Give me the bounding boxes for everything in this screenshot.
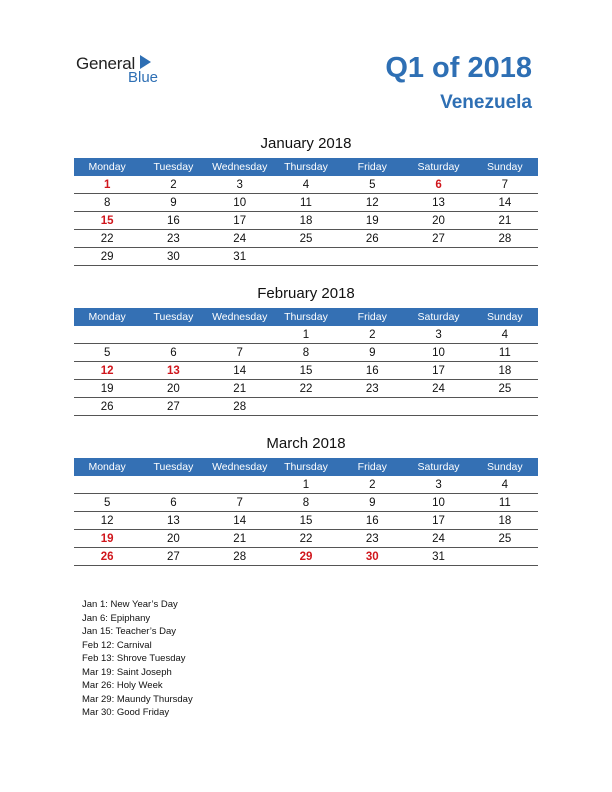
day-cell: 4 — [472, 326, 538, 344]
week-row — [74, 194, 538, 212]
weekday-header: Tuesday — [140, 158, 206, 176]
month-grid — [74, 308, 538, 416]
day-cell: 4 — [472, 476, 538, 494]
day-cell: 13 — [140, 512, 206, 530]
empty-day-cell — [472, 548, 538, 566]
day-cell: 8 — [273, 344, 339, 362]
day-cell: 26 — [74, 548, 140, 566]
empty-day-cell — [74, 326, 140, 344]
day-cell: 6 — [140, 494, 206, 512]
day-cell: 11 — [472, 344, 538, 362]
holiday-item: Mar 29: Maundy Thursday — [82, 693, 193, 705]
day-cell: 6 — [405, 176, 471, 194]
day-cell: 26 — [74, 398, 140, 416]
holiday-item: Feb 12: Carnival — [82, 639, 152, 651]
day-cell: 28 — [472, 230, 538, 248]
week-row — [74, 398, 538, 416]
weekday-header: Monday — [74, 458, 140, 476]
day-cell: 3 — [207, 176, 273, 194]
empty-day-cell — [207, 476, 273, 494]
week-row — [74, 176, 538, 194]
empty-day-cell — [339, 248, 405, 266]
week-row — [74, 476, 538, 494]
weekday-header: Monday — [74, 158, 140, 176]
week-row — [74, 530, 538, 548]
day-cell: 19 — [339, 212, 405, 230]
day-cell: 9 — [339, 344, 405, 362]
holiday-item: Jan 1: New Year’s Day — [82, 599, 178, 610]
day-cell: 22 — [273, 530, 339, 548]
empty-day-cell — [140, 326, 206, 344]
day-cell: 30 — [339, 548, 405, 566]
day-cell: 25 — [273, 230, 339, 248]
day-cell: 24 — [207, 230, 273, 248]
day-cell: 18 — [472, 362, 538, 380]
brand-logo — [76, 52, 176, 88]
day-cell: 21 — [207, 380, 273, 398]
week-row — [74, 512, 538, 530]
day-cell: 27 — [140, 548, 206, 566]
month-title: March 2018 — [266, 435, 346, 452]
weekday-header: Tuesday — [140, 458, 206, 476]
month-calendar — [74, 286, 538, 416]
day-cell: 10 — [207, 194, 273, 212]
day-cell: 10 — [405, 344, 471, 362]
day-cell: 15 — [273, 512, 339, 530]
country-title: Venezuela — [440, 92, 532, 113]
weekday-header: Monday — [74, 308, 140, 326]
day-cell: 1 — [273, 326, 339, 344]
holiday-item: Mar 19: Saint Joseph — [82, 666, 172, 678]
day-cell: 21 — [472, 212, 538, 230]
day-cell: 5 — [74, 494, 140, 512]
month-grid — [74, 158, 538, 266]
empty-day-cell — [273, 398, 339, 416]
day-cell: 19 — [74, 380, 140, 398]
empty-day-cell — [405, 398, 471, 416]
day-cell: 30 — [140, 248, 206, 266]
weekday-header: Wednesday — [207, 158, 273, 176]
week-row — [74, 212, 538, 230]
day-cell: 24 — [405, 530, 471, 548]
empty-day-cell — [207, 326, 273, 344]
month-title: February 2018 — [257, 285, 355, 302]
day-cell: 3 — [405, 326, 471, 344]
day-cell: 23 — [339, 380, 405, 398]
day-cell: 25 — [472, 380, 538, 398]
month-title: January 2018 — [260, 135, 352, 152]
empty-day-cell — [405, 248, 471, 266]
weekday-header: Thursday — [273, 158, 339, 176]
week-row — [74, 494, 538, 512]
day-cell: 10 — [405, 494, 471, 512]
day-cell: 24 — [405, 380, 471, 398]
week-row — [74, 344, 538, 362]
month-calendar — [74, 136, 538, 266]
day-cell: 31 — [405, 548, 471, 566]
day-cell: 21 — [207, 530, 273, 548]
day-cell: 20 — [405, 212, 471, 230]
day-cell: 13 — [405, 194, 471, 212]
weekday-header: Sunday — [472, 458, 538, 476]
holiday-item: Feb 13: Shrove Tuesday — [82, 653, 186, 664]
month-calendar — [74, 436, 538, 566]
day-cell: 16 — [140, 212, 206, 230]
week-row — [74, 380, 538, 398]
day-cell: 22 — [74, 230, 140, 248]
empty-day-cell — [140, 476, 206, 494]
empty-day-cell — [74, 476, 140, 494]
day-cell: 7 — [207, 494, 273, 512]
week-row — [74, 362, 538, 380]
day-cell: 14 — [207, 512, 273, 530]
day-cell: 29 — [273, 548, 339, 566]
day-cell: 1 — [273, 476, 339, 494]
holiday-item: Mar 30: Good Friday — [82, 707, 170, 718]
day-cell: 23 — [140, 230, 206, 248]
weekday-header: Saturday — [405, 458, 471, 476]
week-row — [74, 230, 538, 248]
weekday-header: Wednesday — [207, 458, 273, 476]
weekday-header: Wednesday — [207, 308, 273, 326]
empty-day-cell — [472, 398, 538, 416]
holiday-item: Jan 6: Epiphany — [82, 612, 151, 624]
day-cell: 8 — [273, 494, 339, 512]
day-cell: 11 — [273, 194, 339, 212]
day-cell: 3 — [405, 476, 471, 494]
day-cell: 6 — [140, 344, 206, 362]
day-cell: 13 — [140, 362, 206, 380]
day-cell: 18 — [472, 512, 538, 530]
day-cell: 5 — [339, 176, 405, 194]
week-row — [74, 326, 538, 344]
day-cell: 11 — [472, 494, 538, 512]
day-cell: 2 — [140, 176, 206, 194]
day-cell: 20 — [140, 380, 206, 398]
logo-text-blue: Blue — [128, 69, 159, 86]
day-cell: 27 — [405, 230, 471, 248]
logo-flag-icon — [140, 55, 151, 69]
week-row — [74, 548, 538, 566]
day-cell: 25 — [472, 530, 538, 548]
logo-text-general: General — [76, 54, 136, 73]
day-cell: 14 — [207, 362, 273, 380]
day-cell: 12 — [74, 512, 140, 530]
weekday-header: Tuesday — [140, 308, 206, 326]
day-cell: 12 — [74, 362, 140, 380]
day-cell: 27 — [140, 398, 206, 416]
day-cell: 26 — [339, 230, 405, 248]
weekday-header: Saturday — [405, 308, 471, 326]
day-cell: 16 — [339, 362, 405, 380]
day-cell: 2 — [339, 476, 405, 494]
day-cell: 31 — [207, 248, 273, 266]
day-cell: 12 — [339, 194, 405, 212]
day-cell: 7 — [472, 176, 538, 194]
page-title: Q1 of 2018 — [385, 52, 532, 84]
weekday-header: Saturday — [405, 158, 471, 176]
empty-day-cell — [339, 398, 405, 416]
empty-day-cell — [472, 248, 538, 266]
day-cell: 1 — [74, 176, 140, 194]
month-grid — [74, 458, 538, 566]
day-cell: 15 — [74, 212, 140, 230]
weekday-header: Thursday — [273, 458, 339, 476]
day-cell: 2 — [339, 326, 405, 344]
day-cell: 29 — [74, 248, 140, 266]
day-cell: 8 — [74, 194, 140, 212]
week-row — [74, 248, 538, 266]
weekday-header: Thursday — [273, 308, 339, 326]
holiday-item: Jan 15: Teacher’s Day — [82, 626, 177, 637]
day-cell: 20 — [140, 530, 206, 548]
day-cell: 18 — [273, 212, 339, 230]
weekday-header: Friday — [339, 158, 405, 176]
day-cell: 19 — [74, 530, 140, 548]
holiday-item: Mar 26: Holy Week — [82, 680, 163, 691]
weekday-header: Friday — [339, 308, 405, 326]
day-cell: 5 — [74, 344, 140, 362]
day-cell: 4 — [273, 176, 339, 194]
day-cell: 23 — [339, 530, 405, 548]
day-cell: 14 — [472, 194, 538, 212]
day-cell: 22 — [273, 380, 339, 398]
day-cell: 9 — [140, 194, 206, 212]
day-cell: 17 — [405, 512, 471, 530]
day-cell: 17 — [405, 362, 471, 380]
day-cell: 28 — [207, 398, 273, 416]
day-cell: 28 — [207, 548, 273, 566]
empty-day-cell — [273, 248, 339, 266]
holiday-list — [82, 598, 193, 720]
weekday-header: Sunday — [472, 158, 538, 176]
day-cell: 7 — [207, 344, 273, 362]
day-cell: 16 — [339, 512, 405, 530]
weekday-header: Friday — [339, 458, 405, 476]
weekday-header: Sunday — [472, 308, 538, 326]
day-cell: 15 — [273, 362, 339, 380]
day-cell: 17 — [207, 212, 273, 230]
day-cell: 9 — [339, 494, 405, 512]
